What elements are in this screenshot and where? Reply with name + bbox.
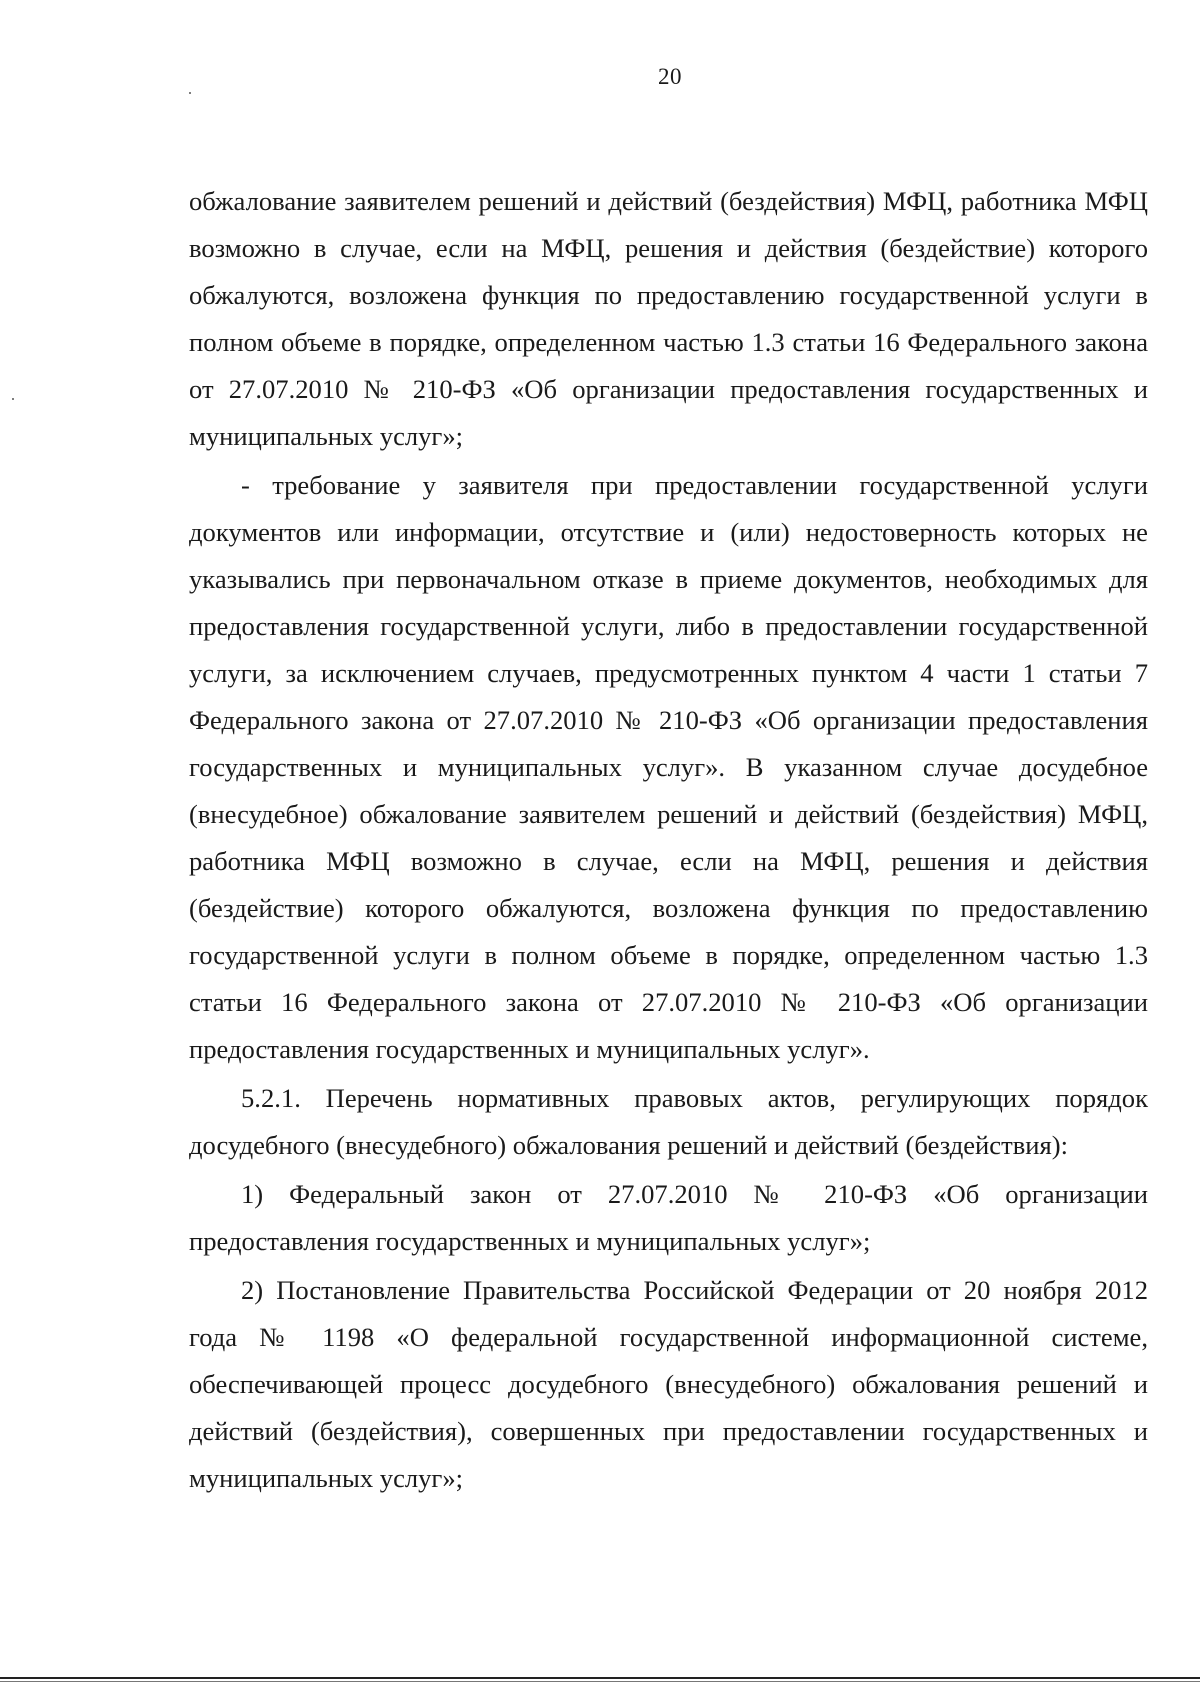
paragraph-item-1: 1) Федеральный закон от 27.07.2010 № 210-ФЗ «Об организации предоставления государственных и муниципальных услуг»; xyxy=(189,1179,1148,1256)
scan-speck xyxy=(189,92,191,94)
scan-bottom-edge-shadow xyxy=(0,1681,1200,1682)
paragraph-section-5-2-1: 5.2.1. Перечень нормативных правовых актов, регулирующих порядок досудебного (внесудебного) обжалования решений и действий (бездействия): xyxy=(189,1083,1148,1160)
paragraph-requirement: - требование у заявителя при предоставлении государственной услуги документов или информации, отсутствие и (или) недостоверность которых не указывались при первоначальном отказе в приеме документов, необходимых для предоставления государственной услуги, либо в предоставлении государственной услуги, за исключением случаев, предусмотренных пунктом 4 части 1 статьи 7 Федерального закона от 27.07.2010 № 210-ФЗ «Об организации предоставления государственных и муниципальных услуг». В указанном случае досудебное (внесудебное) обжалование заявителем решений и действий (бездействия) МФЦ, работника МФЦ возможно в случае, если на МФЦ, решения и действия (бездействие) которого обжалуются, возложена функция по предоставлению государственной услуги в полном объеме в порядке, определенном частью 1.3 статьи 16 Федерального закона от 27.07.2010 № 210-ФЗ «Об организации предоставления государственных и муниципальных услуг». xyxy=(189,470,1148,1064)
paragraph-item-2: 2) Постановление Правительства Российской Федерации от 20 ноября 2012 года № 1198 «О федеральной государственной информационной системе, обеспечивающей процесс досудебного (внесудебного) обжалования решений и действий (бездействия), совершенных при предоставлении государственных и муниципальных услуг»; xyxy=(189,1275,1148,1493)
scan-bottom-edge xyxy=(0,1677,1200,1679)
scan-speck xyxy=(12,398,14,400)
paragraph-continuation: обжалование заявителем решений и действий (бездействия) МФЦ, работника МФЦ возможно в случае, если на МФЦ, решения и действия (бездействие) которого обжалуются, возложена функция по предоставлению государственной услуги в полном объеме в порядке, определенном частью 1.3 статьи 16 Федерального закона от 27.07.2010 № 210-ФЗ «Об организации предоставления государственных и муниципальных услуг»; xyxy=(189,186,1148,451)
page-number: 20 xyxy=(658,64,682,89)
document-body xyxy=(189,178,1148,1502)
